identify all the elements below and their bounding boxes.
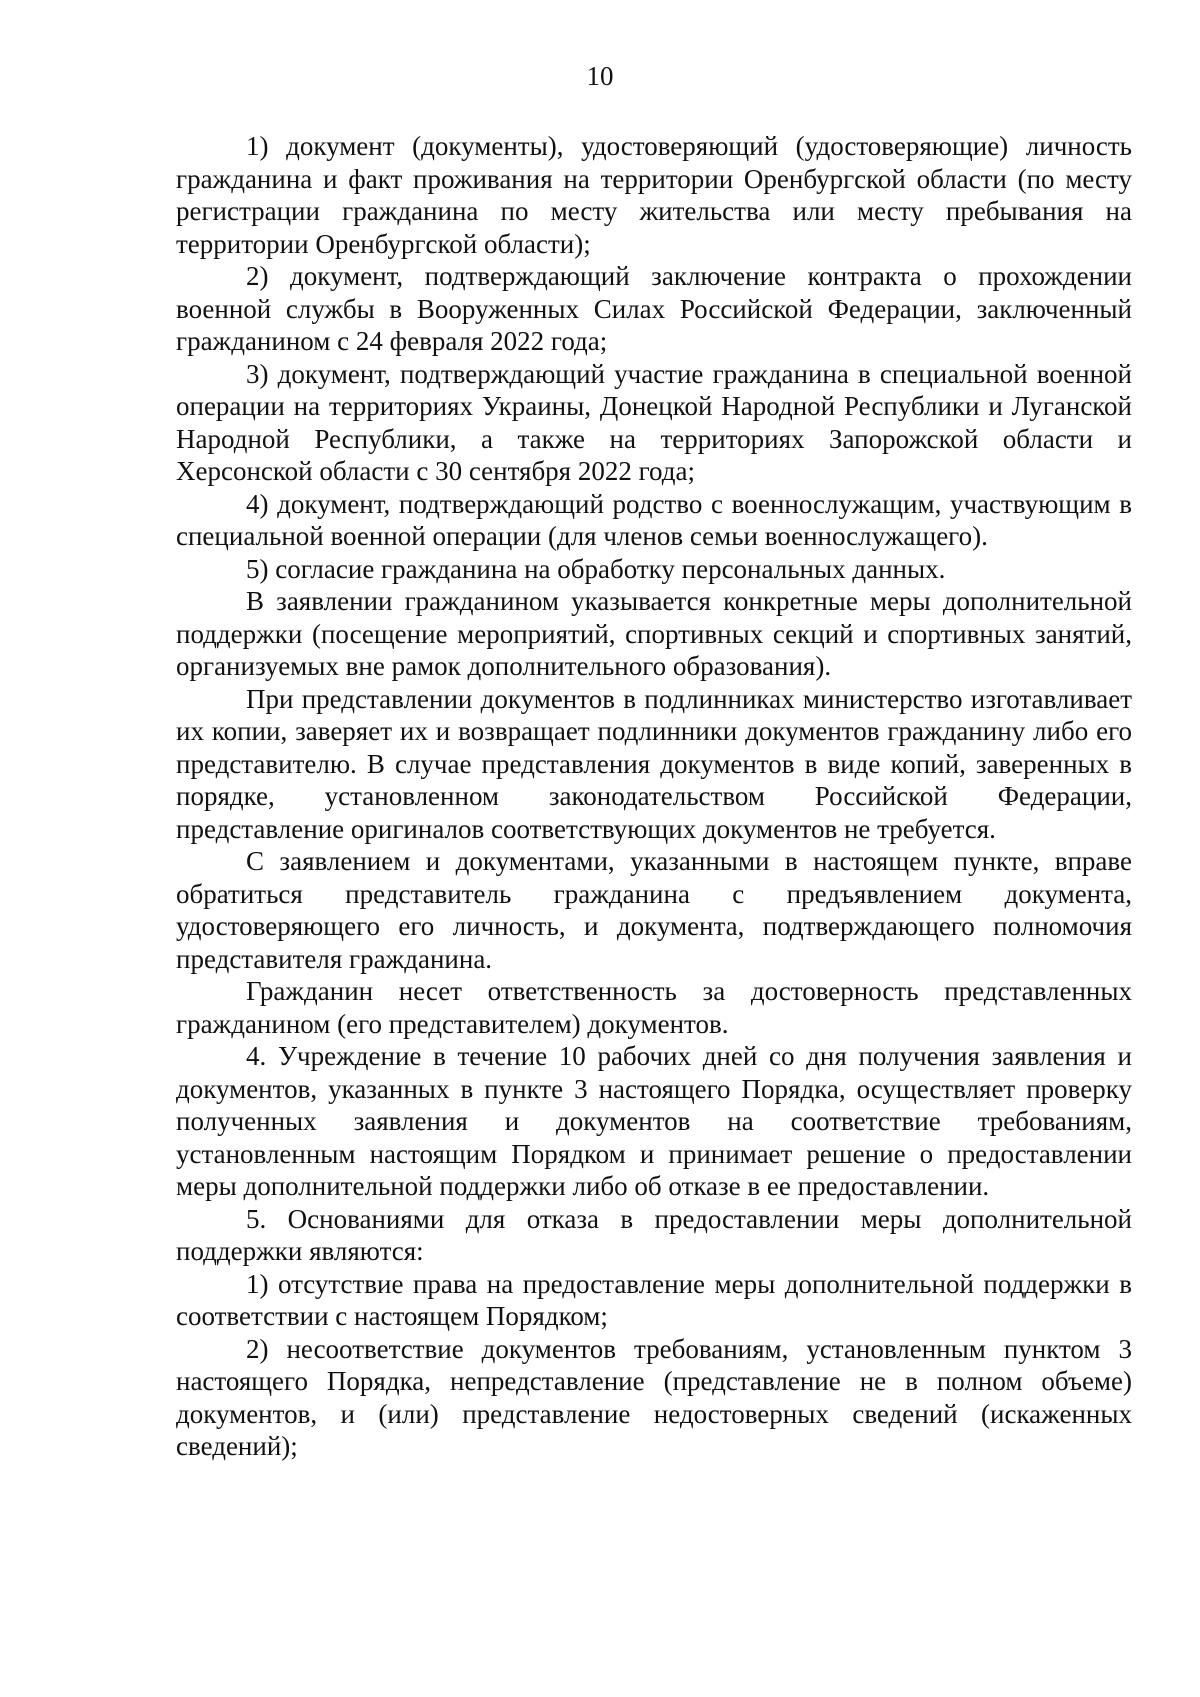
paragraph-refusal-2: 2) несоответствие документов требованиям, установленным пунктом 3 настоящего Порядка, непредставление (представление не в полном объеме) документов, и (или) представление недостоверных сведений (искаженных сведений); (176, 1333, 1132, 1461)
paragraph-item-3: 3) документ, подтверждающий участие гражданина в специальной военной операции на территориях Украины, Донецкой Народной Республики и Луганской Народной Республики, а также на территориях Запорожской области и Херсонской области с 30 сентября 2022 года; (176, 358, 1132, 486)
paragraph-representative: С заявлением и документами, указанными в настоящем пункте, вправе обратиться представитель гражданина с предъявлением документа, удостоверяющего его личность, и документа, подтверждающего полномочия представителя гражданина. (176, 846, 1132, 974)
paragraph-section-5: 5. Основаниями для отказа в предоставлении меры дополнительной поддержки являются: (176, 1203, 1132, 1266)
paragraph-application-measures: В заявлении гражданином указывается конкретные меры дополнительной поддержки (посещение мероприятий, спортивных секций и спортивных занятий, организуемых вне рамок дополнительного образования). (176, 586, 1132, 681)
paragraph-item-4: 4) документ, подтверждающий родство с военнослужащим, участвующим в специальной военной операции (для членов семьи военнослужащего). (176, 488, 1132, 551)
paragraph-item-5: 5) согласие гражданина на обработку персональных данных. (246, 553, 946, 584)
paragraph-item-1: 1) документ (документы), удостоверяющий (удостоверяющие) личность гражданина и факт проживания на территории Оренбургской области (по месту регистрации гражданина по месту жительства или месту пребывания на территории Оренбургской области); (176, 131, 1132, 259)
paragraph-section-4: 4. Учреждение в течение 10 рабочих дней со дня получения заявления и документов, указанных в пункте 3 настоящего Порядка, осуществляет проверку полученных заявления и документов на соответствие требованиям, установленным настоящим Порядком и принимает решение о предоставлении меры дополнительной поддержки либо об отказе в ее предоставлении. (176, 1041, 1132, 1201)
paragraph-originals-copies: При представлении документов в подлинниках министерство изготавливает их копии, заверяет их и возвращает подлинники документов гражданину либо его представителю. В случае представления документов в виде копий, заверенных в порядке, установленном законодательством Российской Федерации, представление оригиналов соответствующих документов не требуется. (176, 683, 1132, 844)
paragraph-refusal-1: 1) отсутствие права на предоставление меры дополнительной поддержки в соответствии с настоящем Порядком; (176, 1268, 1132, 1331)
paragraph-responsibility: Гражданин несет ответственность за достоверность представленных гражданином (его представителем) документов. (176, 976, 1132, 1039)
paragraph-item-2: 2) документ, подтверждающий заключение контракта о прохождении военной службы в Вооруженных Силах Российской Федерации, заключенный гражданином с 24 февраля 2022 года; (176, 261, 1132, 356)
document-body (176, 130, 1132, 1463)
page-number: 10 (586, 61, 614, 91)
